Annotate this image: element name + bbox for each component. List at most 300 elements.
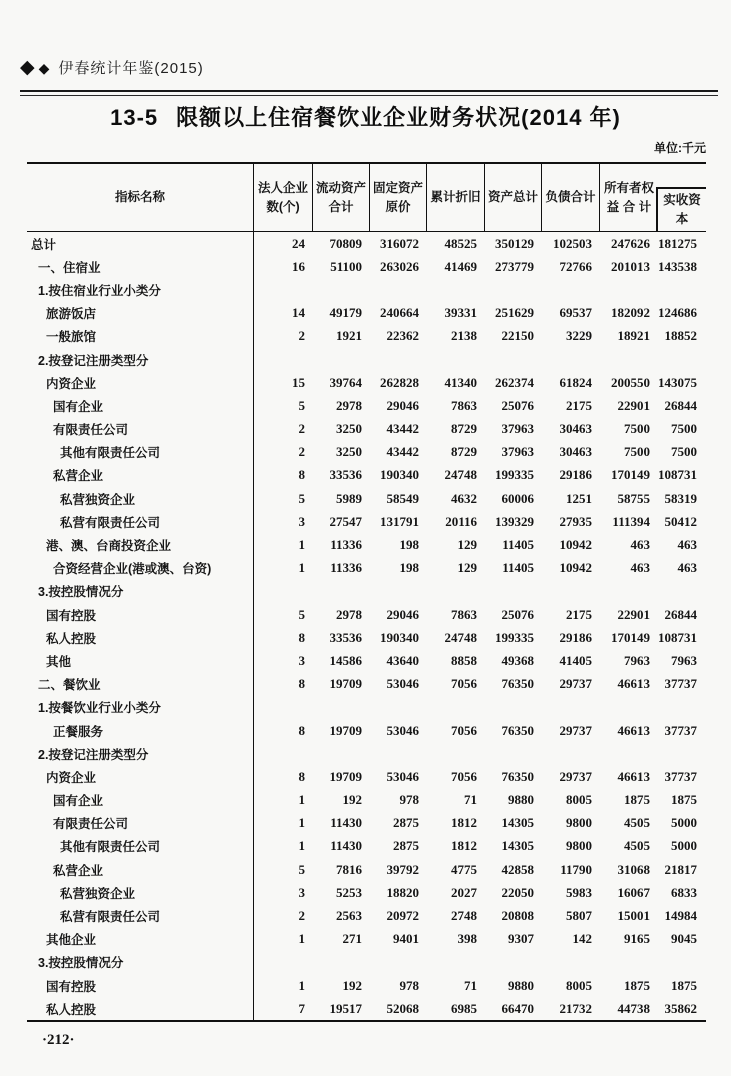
cell-value: 49368 [501, 652, 534, 668]
cell-value [427, 742, 485, 765]
cell-value: 15001 [617, 908, 650, 924]
column-header-label: 固定资产 [372, 180, 423, 195]
cell-value: 29186 [559, 467, 592, 483]
row-label: 有限责任公司 [27, 812, 254, 835]
cell-value [254, 348, 313, 371]
cell-value: 139329 [495, 513, 534, 529]
cell-value: 8 [298, 768, 305, 784]
table-number: 13-5 [110, 105, 159, 130]
cell-value: 1 [298, 977, 305, 993]
cell-value: 1875 [671, 977, 697, 993]
cell-value: 76350 [501, 768, 534, 784]
cell-value: 1921 [336, 328, 362, 344]
cell-value: 29046 [386, 606, 419, 622]
cell-value: 2027 [451, 884, 477, 900]
table-row [27, 835, 706, 858]
cell-value: 30463 [559, 444, 592, 460]
cell-value: 58319 [664, 490, 697, 506]
row-label: 1.按住宿业行业小类分 [27, 278, 254, 301]
column-header-owner-equity [600, 164, 706, 231]
cell-value: 37963 [501, 421, 534, 437]
cell-value: 10942 [559, 560, 592, 576]
diamond-icon: ◆ [38, 59, 50, 76]
table-body [27, 232, 706, 1022]
cell-value: 5 [298, 606, 305, 622]
cell-value: 1875 [624, 977, 650, 993]
table-row [27, 904, 706, 927]
cell-value: 1 [298, 931, 305, 947]
cell-value: 2175 [566, 606, 592, 622]
header-rule-thin [20, 95, 718, 96]
cell-value: 2 [298, 908, 305, 924]
cell-value: 5 [298, 490, 305, 506]
cell-value: 273779 [495, 258, 534, 274]
cell-value: 37737 [664, 676, 697, 692]
cell-value [485, 742, 542, 765]
row-label: 2.按登记注册类型分 [27, 742, 254, 765]
cell-value: 19709 [329, 676, 362, 692]
cell-value: 8858 [451, 652, 477, 668]
cell-value [313, 742, 370, 765]
cell-value: 181275 [658, 235, 697, 251]
cell-value: 19517 [329, 1000, 362, 1016]
row-label: 私营有限责任公司 [27, 510, 254, 533]
cell-value: 21817 [664, 861, 697, 877]
cell-value: 5000 [671, 838, 697, 854]
cell-value: 262374 [495, 374, 534, 390]
column-header-label: 益 合 计 [606, 199, 652, 214]
cell-value [600, 696, 658, 719]
cell-value [485, 951, 542, 974]
yearbook-title: 伊春统计年鉴(2015) [58, 60, 204, 77]
cell-value [370, 951, 427, 974]
cell-value: 16 [292, 258, 305, 274]
cell-value: 18921 [617, 328, 650, 344]
cell-value: 6833 [671, 884, 697, 900]
cell-value: 192 [342, 792, 362, 808]
cell-value: 2 [298, 328, 305, 344]
cell-value: 8 [298, 467, 305, 483]
cell-value: 24748 [444, 629, 477, 645]
cell-value [542, 951, 600, 974]
table-row [27, 719, 706, 742]
cell-value: 50412 [664, 513, 697, 529]
cell-value: 27547 [329, 513, 362, 529]
cell-value [254, 951, 313, 974]
cell-value: 1812 [451, 838, 477, 854]
cell-value: 16067 [617, 884, 650, 900]
cell-value: 3250 [336, 444, 362, 460]
cell-value [658, 742, 705, 765]
cell-value: 46613 [617, 676, 650, 692]
cell-value: 2748 [451, 908, 477, 924]
diamond-icon: ◆ [20, 57, 35, 78]
cell-value: 2978 [336, 606, 362, 622]
statistics-table [27, 162, 706, 1022]
cell-value: 66470 [501, 1000, 534, 1016]
cell-value: 2978 [336, 397, 362, 413]
row-label: 其他有限责任公司 [27, 441, 254, 464]
cell-value: 29737 [559, 676, 592, 692]
cell-value: 33536 [329, 467, 362, 483]
table-row [27, 649, 706, 672]
column-header-label: 累计折旧 [430, 190, 481, 205]
table-row [27, 464, 706, 487]
cell-value: 24 [292, 235, 305, 251]
cell-value: 463 [677, 560, 697, 576]
header-rule-thick [20, 90, 718, 92]
cell-value [485, 348, 542, 371]
cell-value: 350129 [495, 235, 534, 251]
cell-value [542, 278, 600, 301]
cell-value: 26844 [664, 606, 697, 622]
cell-value: 58755 [617, 490, 650, 506]
column-header-label: 实收资本 [663, 193, 701, 226]
column-header-indicator [27, 164, 254, 231]
cell-value: 108731 [658, 467, 697, 483]
column-header-current-assets [313, 164, 370, 231]
cell-value: 29737 [559, 768, 592, 784]
row-label: 合资经营企业(港或澳、台资) [27, 557, 254, 580]
table-row [27, 255, 706, 278]
cell-value [542, 580, 600, 603]
row-label: 私人控股 [27, 997, 254, 1020]
cell-value: 29186 [559, 629, 592, 645]
cell-value: 247626 [611, 235, 650, 251]
cell-value: 2563 [336, 908, 362, 924]
cell-value: 14305 [501, 815, 534, 831]
cell-value: 14586 [329, 652, 362, 668]
cell-value [485, 580, 542, 603]
yearbook-header [20, 57, 204, 78]
row-label: 港、澳、台商投资企业 [27, 533, 254, 556]
page-number: ·212· [42, 1032, 75, 1048]
column-header-label: 合计 [328, 199, 354, 214]
cell-value: 1 [298, 815, 305, 831]
cell-value: 53046 [386, 768, 419, 784]
cell-value [658, 951, 705, 974]
cell-value: 52068 [386, 1000, 419, 1016]
cell-value: 2875 [393, 815, 419, 831]
cell-value: 182092 [611, 305, 650, 321]
table-row [27, 325, 706, 348]
table-title-text: 限额以上住宿餐饮业企业财务状况(2014 年) [176, 105, 621, 130]
table-row [27, 812, 706, 835]
cell-value: 1 [298, 792, 305, 808]
cell-value [370, 278, 427, 301]
cell-value: 10942 [559, 537, 592, 553]
table-row [27, 997, 706, 1020]
cell-value [313, 951, 370, 974]
cell-value: 20972 [386, 908, 419, 924]
cell-value [600, 580, 658, 603]
cell-value: 5253 [336, 884, 362, 900]
cell-value: 463 [677, 537, 697, 553]
cell-value [658, 696, 705, 719]
cell-value [427, 951, 485, 974]
cell-value: 42858 [501, 861, 534, 877]
cell-value [427, 348, 485, 371]
row-label: 国有企业 [27, 789, 254, 812]
cell-value [658, 580, 705, 603]
cell-value: 4505 [624, 815, 650, 831]
cell-value: 9880 [508, 792, 534, 808]
table-row [27, 487, 706, 510]
cell-value: 61824 [559, 374, 592, 390]
row-label: 其他有限责任公司 [27, 835, 254, 858]
column-header-total-liabilities [542, 164, 600, 231]
row-label: 内资企业 [27, 371, 254, 394]
cell-value: 463 [630, 537, 650, 553]
cell-value: 22150 [501, 328, 534, 344]
column-header-label: 法人企业 [257, 180, 308, 195]
cell-value: 1 [298, 560, 305, 576]
cell-value [313, 580, 370, 603]
cell-value: 108731 [658, 629, 697, 645]
table-row [27, 533, 706, 556]
cell-value: 3 [298, 884, 305, 900]
table-row [27, 441, 706, 464]
cell-value: 24748 [444, 467, 477, 483]
cell-value: 201013 [611, 258, 650, 274]
column-header-depreciation [427, 164, 485, 231]
cell-value: 71 [464, 977, 477, 993]
cell-value: 7863 [451, 606, 477, 622]
row-label: 国有控股 [27, 603, 254, 626]
cell-value: 41405 [559, 652, 592, 668]
table-row [27, 626, 706, 649]
table-row [27, 928, 706, 951]
row-label: 一、住宿业 [27, 255, 254, 278]
column-header-label: 所有者权 [603, 180, 654, 195]
row-label: 私营独资企业 [27, 487, 254, 510]
table-row [27, 394, 706, 417]
cell-value: 39764 [329, 374, 362, 390]
unit-label: 单位:千元 [654, 141, 706, 155]
column-header-label: 负债合计 [545, 190, 596, 205]
cell-value: 11336 [330, 537, 362, 553]
cell-value: 39792 [386, 861, 419, 877]
table-row [27, 510, 706, 533]
row-label: 有限责任公司 [27, 418, 254, 441]
table-header-row [27, 162, 706, 232]
cell-value: 1812 [451, 815, 477, 831]
row-label: 3.按控股情况分 [27, 580, 254, 603]
table-row [27, 348, 706, 371]
cell-value: 7500 [671, 444, 697, 460]
table-row [27, 742, 706, 765]
cell-value: 129 [457, 560, 477, 576]
cell-value: 7 [298, 1000, 305, 1016]
cell-value: 9800 [566, 815, 592, 831]
cell-value: 1251 [566, 490, 592, 506]
row-label: 国有企业 [27, 394, 254, 417]
row-label: 内资企业 [27, 765, 254, 788]
column-header-label: 流动资产 [315, 180, 366, 195]
cell-value: 69537 [559, 305, 592, 321]
cell-value: 25076 [501, 606, 534, 622]
cell-value: 49179 [329, 305, 362, 321]
cell-value: 9307 [508, 931, 534, 947]
cell-value: 9800 [566, 838, 592, 854]
cell-value [254, 278, 313, 301]
table-row [27, 765, 706, 788]
row-label: 正餐服务 [27, 719, 254, 742]
cell-value: 143538 [658, 258, 697, 274]
cell-value: 5983 [566, 884, 592, 900]
column-header-label: 指标名称 [114, 190, 165, 205]
cell-value: 22901 [617, 397, 650, 413]
table-row [27, 696, 706, 719]
row-label: 私营企业 [27, 858, 254, 881]
cell-value: 3 [298, 513, 305, 529]
cell-value: 20116 [445, 513, 477, 529]
cell-value: 51100 [330, 258, 362, 274]
cell-value: 30463 [559, 421, 592, 437]
cell-value: 129 [457, 537, 477, 553]
cell-value: 11405 [502, 560, 534, 576]
cell-value: 7500 [671, 421, 697, 437]
cell-value [427, 696, 485, 719]
cell-value: 60006 [501, 490, 534, 506]
cell-value: 14 [292, 305, 305, 321]
cell-value: 15 [292, 374, 305, 390]
column-header-label: 数(个) [266, 199, 300, 214]
cell-value: 46613 [617, 768, 650, 784]
cell-value: 37737 [664, 722, 697, 738]
cell-value: 25076 [501, 397, 534, 413]
cell-value [313, 696, 370, 719]
table-row [27, 557, 706, 580]
cell-value [542, 348, 600, 371]
cell-value [370, 696, 427, 719]
cell-value: 398 [457, 931, 477, 947]
column-header-legal-entities [254, 164, 313, 231]
cell-value: 33536 [329, 629, 362, 645]
row-label: 1.按餐饮业行业小类分 [27, 696, 254, 719]
cell-value: 41340 [444, 374, 477, 390]
cell-value: 978 [399, 792, 419, 808]
cell-value: 31068 [617, 861, 650, 877]
column-header-label: 原价 [385, 199, 411, 214]
cell-value [254, 696, 313, 719]
cell-value: 124686 [658, 305, 697, 321]
cell-value: 9880 [508, 977, 534, 993]
cell-value: 142 [572, 931, 592, 947]
cell-value: 271 [342, 931, 362, 947]
cell-value [370, 580, 427, 603]
cell-value: 58549 [386, 490, 419, 506]
cell-value [542, 696, 600, 719]
table-row [27, 858, 706, 881]
cell-value: 7500 [624, 421, 650, 437]
cell-value: 198 [399, 537, 419, 553]
cell-value [600, 278, 658, 301]
cell-value: 198 [399, 560, 419, 576]
cell-value: 111394 [612, 513, 650, 529]
cell-value: 170149 [611, 629, 650, 645]
cell-value [254, 742, 313, 765]
column-header-label: 资产总计 [487, 190, 538, 205]
cell-value: 7056 [451, 722, 477, 738]
cell-value: 8005 [566, 977, 592, 993]
table-row [27, 278, 706, 301]
cell-value: 21732 [559, 1000, 592, 1016]
cell-value [427, 278, 485, 301]
cell-value: 9045 [671, 931, 697, 947]
cell-value: 9165 [624, 931, 650, 947]
cell-value: 2 [298, 421, 305, 437]
table-row [27, 951, 706, 974]
row-label: 3.按控股情况分 [27, 951, 254, 974]
cell-value: 5 [298, 861, 305, 877]
cell-value: 5 [298, 397, 305, 413]
cell-value: 5000 [671, 815, 697, 831]
cell-value: 22901 [617, 606, 650, 622]
cell-value: 6985 [451, 1000, 477, 1016]
cell-value: 35862 [664, 1000, 697, 1016]
cell-value: 43442 [386, 444, 419, 460]
cell-value: 7500 [624, 444, 650, 460]
cell-value: 71 [464, 792, 477, 808]
row-label: 私营企业 [27, 464, 254, 487]
cell-value: 4775 [451, 861, 477, 877]
cell-value: 1875 [671, 792, 697, 808]
cell-value: 3250 [336, 421, 362, 437]
cell-value [658, 278, 705, 301]
table-row [27, 302, 706, 325]
cell-value: 3 [298, 652, 305, 668]
cell-value: 8 [298, 676, 305, 692]
cell-value: 2875 [393, 838, 419, 854]
cell-value: 8729 [451, 421, 477, 437]
cell-value: 2175 [566, 397, 592, 413]
cell-value: 316072 [380, 235, 419, 251]
cell-value: 7056 [451, 768, 477, 784]
cell-value: 2138 [451, 328, 477, 344]
cell-value: 3229 [566, 328, 592, 344]
row-label: 二、餐饮业 [27, 673, 254, 696]
cell-value: 22362 [386, 328, 419, 344]
column-header-paid-in-capital [656, 187, 706, 231]
cell-value: 53046 [386, 722, 419, 738]
cell-value [600, 348, 658, 371]
cell-value: 11790 [560, 861, 592, 877]
cell-value: 5807 [566, 908, 592, 924]
cell-value: 190340 [380, 629, 419, 645]
cell-value: 76350 [501, 676, 534, 692]
table-row [27, 418, 706, 441]
cell-value: 18852 [664, 328, 697, 344]
cell-value: 2 [298, 444, 305, 460]
cell-value: 7816 [336, 861, 362, 877]
page-title [0, 101, 731, 132]
cell-value: 8 [298, 722, 305, 738]
cell-value: 9401 [393, 931, 419, 947]
cell-value [370, 742, 427, 765]
cell-value: 8005 [566, 792, 592, 808]
cell-value [485, 696, 542, 719]
cell-value: 1 [298, 838, 305, 854]
cell-value: 4505 [624, 838, 650, 854]
cell-value [600, 951, 658, 974]
cell-value: 26844 [664, 397, 697, 413]
cell-value: 4632 [451, 490, 477, 506]
cell-value: 240664 [380, 305, 419, 321]
cell-value: 37963 [501, 444, 534, 460]
cell-value: 199335 [495, 629, 534, 645]
row-label: 私营有限责任公司 [27, 904, 254, 927]
